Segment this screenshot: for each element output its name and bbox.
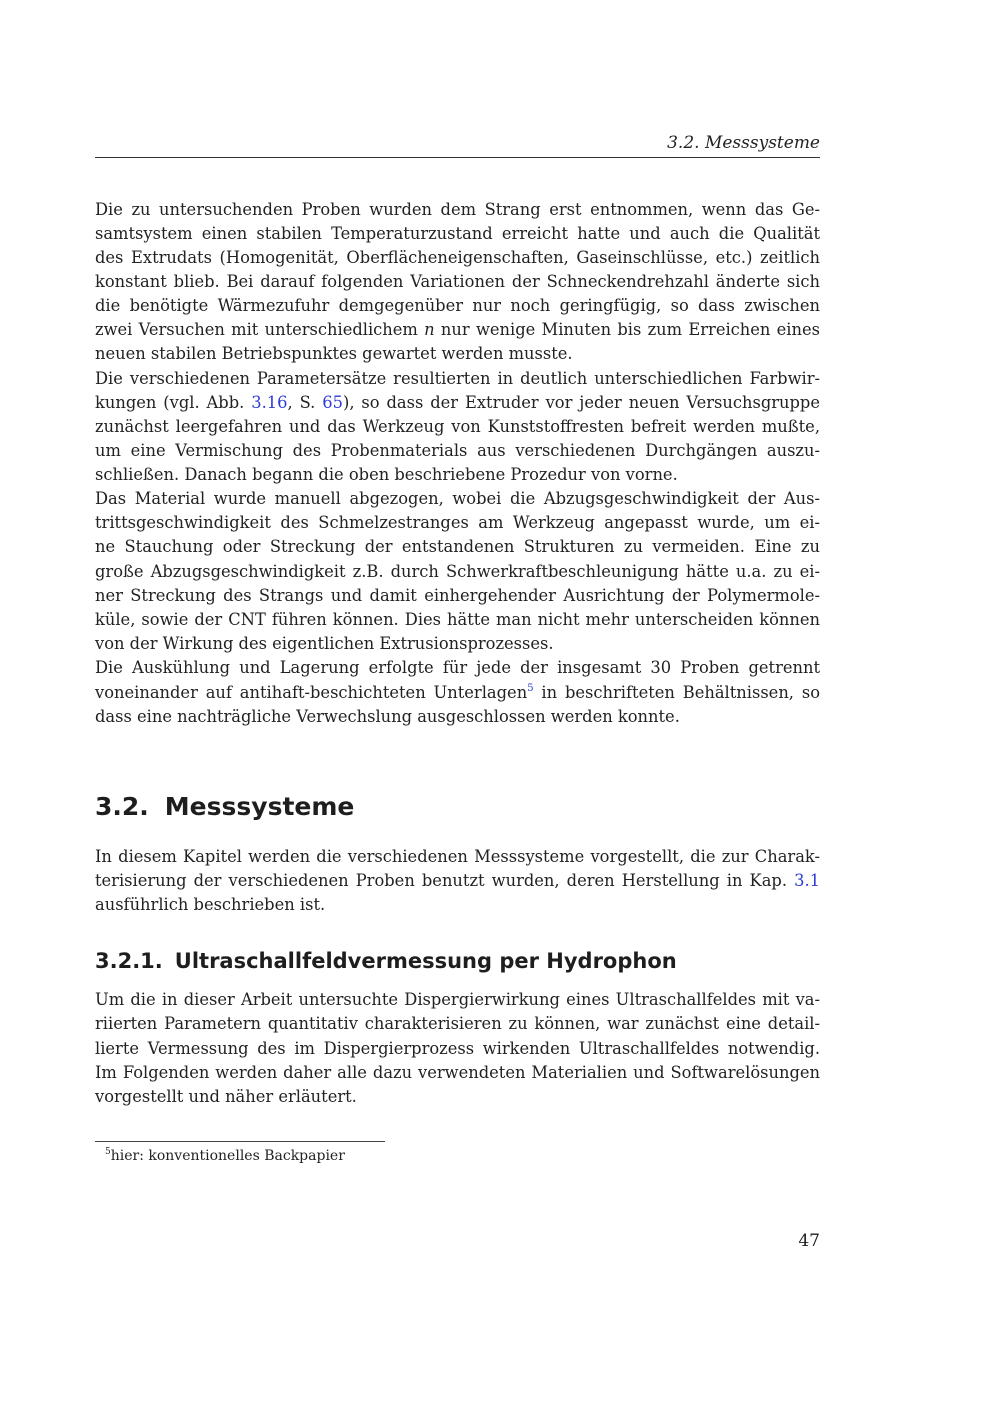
text-run: kungen (vgl. Abb.: [95, 393, 252, 412]
section-title-text: Messsysteme: [164, 792, 355, 821]
header-rule: [95, 157, 820, 158]
footnote: [105, 1146, 345, 1166]
text-line: die benötigte Wärmezufuhr demgegenüber nur noch geringfügig, so dass zwischen: [95, 296, 820, 315]
text-line: Im Folgenden werden daher alle dazu verwendeten Materialien und Softwarelösungen: [95, 1063, 820, 1082]
text-line: konstant blieb. Bei darauf folgenden Variationen der Schneckendrehzahl änderte sich: [95, 272, 820, 291]
section-number: 3.2.: [95, 792, 149, 821]
text-line: vorgestellt und näher erläutert.: [95, 1087, 357, 1106]
text-line: Um die in dieser Arbeit untersuchte Dispergierwirkung eines Ultraschallfeldes mit va-: [95, 990, 820, 1009]
text-line: [95, 318, 820, 342]
footnote-text: hier: konventionelles Backpapier: [110, 1148, 345, 1164]
subsection-heading: [95, 947, 677, 975]
figure-reference-link[interactable]: 3.16: [251, 393, 288, 412]
subsection-number: 3.2.1.: [95, 949, 163, 973]
footnote-rule: [95, 1141, 385, 1142]
page-number: 47: [798, 1231, 820, 1251]
page-reference-link[interactable]: 65: [322, 393, 343, 412]
text-line: Die Auskühlung und Lagerung erfolgte für jede der insgesamt 30 Proben getrennt: [95, 658, 820, 677]
text-line: um eine Vermischung des Probenmaterials aus verschiedenen Durchgängen auszu-: [95, 441, 820, 460]
text-line: [95, 869, 820, 893]
text-line: [95, 391, 820, 415]
text-run: , S.: [287, 393, 323, 412]
text-line: von der Wirkung des eigentlichen Extrusionsprozesses.: [95, 634, 554, 653]
text-line: In diesem Kapitel werden die verschiedenen Messsysteme vorgestellt, die zur Charak-: [95, 847, 820, 866]
text-line: schließen. Danach begann die oben beschriebene Prozedur von vorne.: [95, 465, 678, 484]
text-line: dass eine nachträgliche Verwechslung ausgeschlossen werden konnte.: [95, 707, 680, 726]
text-line: trittsgeschwindigkeit des Schmelzestranges am Werkzeug angepasst wurde, um ei-: [95, 513, 820, 532]
footnote-mark: 5: [105, 1147, 111, 1157]
text-run: terisierung der verschiedenen Proben benutzt wurden, deren Herstellung in Kap.: [95, 871, 795, 890]
text-line: des Extrudats (Homogenität, Oberflächeneigenschaften, Gaseinschlüsse, etc.) zeitlich: [95, 248, 820, 267]
text-run: ), so dass der Extruder vor jeder neuen Versuchsgruppe: [342, 393, 820, 412]
text-run: zwei Versuchen mit unterschiedlichem: [95, 320, 425, 339]
text-line: [95, 681, 820, 705]
text-line: große Abzugsgeschwindigkeit z.B. durch Schwerkraftbeschleunigung hätte u.a. zu ei-: [95, 562, 820, 581]
text-line: Das Material wurde manuell abgezogen, wobei die Abzugsgeschwindigkeit der Aus-: [95, 489, 820, 508]
chapter-reference-link[interactable]: 3.1: [794, 871, 820, 890]
text-line: ner Streckung des Strangs und damit einhergehender Ausrichtung der Polymermole-: [95, 586, 820, 605]
text-line: zunächst leergefahren und das Werkzeug von Kunststoffresten befreit werden mußte,: [95, 417, 820, 436]
text-run: in beschrifteten Behältnissen, so: [533, 683, 821, 702]
running-head: 3.2. Messsysteme: [667, 133, 820, 153]
math-variable: n: [424, 320, 435, 339]
footnote-marker[interactable]: 5: [527, 683, 534, 694]
text-line: Die verschiedenen Parametersätze resultierten in deutlich unterschiedlichen Farbwir-: [95, 369, 820, 388]
text-line: riierten Parametern quantitativ charakterisieren zu können, war zunächst eine detail-: [95, 1014, 820, 1033]
text-line: lierte Vermessung des im Dispergierprozess wirkenden Ultraschallfeldes notwendig.: [95, 1039, 820, 1058]
text-line: ausführlich beschrieben ist.: [95, 895, 326, 914]
text-run: nur wenige Minuten bis zum Erreichen eines: [434, 320, 820, 339]
section-heading: [95, 790, 354, 824]
text-line: ne Stauchung oder Streckung der entstandenen Strukturen zu vermeiden. Eine zu: [95, 537, 820, 556]
text-line: küle, sowie der CNT führen können. Dies hätte man nicht mehr unterscheiden können: [95, 610, 820, 629]
text-run: voneinander auf antihaft-beschichteten Unterlagen: [95, 683, 528, 702]
text-line: neuen stabilen Betriebspunktes gewartet werden musste.: [95, 344, 573, 363]
text-line: samtsystem einen stabilen Temperaturzustand erreicht hatte und auch die Qualität: [95, 224, 820, 243]
text-line: Die zu untersuchenden Proben wurden dem Strang erst entnommen, wenn das Ge-: [95, 200, 820, 219]
subsection-title-text: Ultraschallfeldvermessung per Hydrophon: [174, 949, 677, 973]
